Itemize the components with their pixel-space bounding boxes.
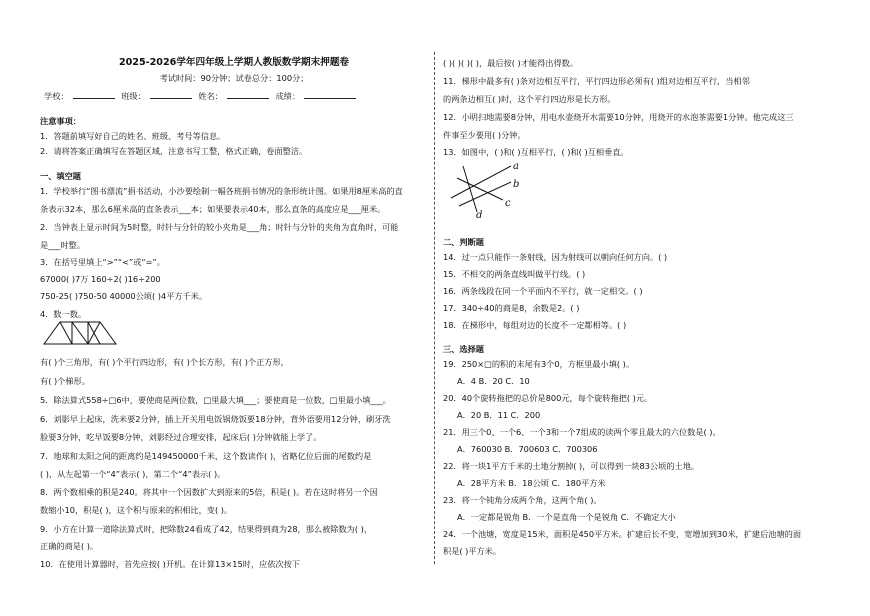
question-line: 67000( )7万 160÷2( )16÷200 xyxy=(40,274,161,284)
name-label: 姓名： xyxy=(198,91,223,101)
question-line: 8．两个数相乘的积是240。将其中一个因数扩大到原来的5倍，积是( )。若在这时将另一个因 xyxy=(40,487,378,497)
question-line: 13．如图中，( )和( )互相平行，( )和( )互相垂直。 xyxy=(443,147,629,157)
line-label-c: c xyxy=(505,198,511,209)
question-line: 18．在梯形中，每组对边的长度不一定都相等。( ) xyxy=(443,320,627,330)
question-line: 积是( )平方米。 xyxy=(443,546,502,556)
exam-title: 2025-2026学年四年级上学期人教版数学期末押题卷 xyxy=(118,57,350,68)
question-line: 有( )个梯形。 xyxy=(40,376,90,386)
question-line: 14．过一点只能作一条射线，因为射线可以朝向任何方向。( ) xyxy=(443,252,668,262)
question-line: 20．40个旋转拖把的总价是800元，每个旋转拖把( )元。 xyxy=(443,393,653,403)
question-line: 的两条边相互( )时，这个平行四边形是长方形。 xyxy=(443,94,616,104)
question-line: 5．除法算式558÷□6中，要使商是两位数，□里最大填___；要使商是一位数，□里最小填___。 xyxy=(40,395,391,405)
question-line: 脸要3分钟，吃早饭要8分钟，刘影经过合理安排，起床后( )分钟就能上学了。 xyxy=(40,432,322,442)
question-line: 12．小明扫地需要8分钟，用电水壶烧开水需要10分钟，用烧开的水泡茶需要1分钟。他完成这三 xyxy=(443,112,794,122)
question-line: 条表示32本，那么6厘米高的直条表示___本；如果要表示40本，那么直条的高度应是___厘米。 xyxy=(40,204,386,214)
line-label-b: b xyxy=(513,179,520,190)
question-line: 数缩小10，积是( )，这个积与原来的积相比，变( )。 xyxy=(40,505,233,515)
question-line: 正确的商是( )。 xyxy=(40,541,99,551)
question-line: 是___时整。 xyxy=(40,240,86,250)
question-line: ( )，从左起第一个“4”表示( )，第二个“4”表示( )。 xyxy=(40,469,226,479)
exam-info: 考试时间：90分钟；试卷总分：100分； xyxy=(159,73,309,83)
choice-options: A．一定都是锐角 B．一个是直角一个是锐角 C．不确定大小 xyxy=(457,512,676,522)
question-line: 2．当钟表上显示时间为5时整，时针与分针的较小夹角是___角；时针与分针的夹角为直角时，可能 xyxy=(40,222,399,232)
name-field[interactable] xyxy=(227,90,269,99)
question-line: 7．地球和太阳之间的距离约是149450000千米，这个数读作( )，省略亿位后面的尾数约是 xyxy=(40,451,372,461)
question-line: 10．在使用计算器时，首先应按( )开机。在计算13×15时，应依次按下 xyxy=(40,559,300,569)
question-line: 有( )个三角形，有( )个平行四边形，有( )个长方形，有( )个正方形， xyxy=(40,357,289,367)
section-choice-title: 三、选择题 xyxy=(443,344,484,354)
score-label: 成绩： xyxy=(275,91,301,101)
section-fill-title: 一、填空题 xyxy=(40,171,81,181)
question-line: 24．一个池塘，宽度是15米，面积是450平方米。扩建后长不变，宽增加到30米，扩建后池塘的面 xyxy=(443,529,802,539)
question-line: 1．学校举行“图书漂流”捐书活动，小沙要绘制一幅各班捐书情况的条形统计图。如果用8厘米高的直 xyxy=(40,186,403,196)
question-line: 15．不相交的两条直线叫做平行线。( ) xyxy=(443,269,586,279)
question-line: 17．340÷40的商是8，余数是2。( ) xyxy=(443,303,580,313)
question-line: 21．用三个0、一个6、一个3和一个7组成的读两个零且最大的六位数是( )。 xyxy=(443,427,721,437)
column-divider xyxy=(434,52,435,564)
question-line: 23．将一个钝角分成两个角，这两个角( )。 xyxy=(443,495,602,505)
choice-options: A．760030 B．700603 C．700306 xyxy=(457,444,598,454)
line-label-a: a xyxy=(513,161,519,172)
question-line: 11．梯形中最多有( )条对边相互平行，平行四边形必须有( )组对边相互平行，当相邻 xyxy=(443,76,750,86)
student-info-row xyxy=(44,90,360,101)
question-line: 750-25( )750-50 40000公顷( )4平方千米。 xyxy=(40,291,208,301)
question-line: 3．在括号里填上“>”“<”或“=”。 xyxy=(40,257,165,267)
lines-figure xyxy=(449,158,529,220)
choice-options: A．28平方米 B．18公顷 C．180平方米 xyxy=(457,478,606,488)
line-label-d: d xyxy=(476,210,483,220)
school-field[interactable] xyxy=(73,90,115,99)
question-line: 16．两条线段在同一个平面内不平行，就一定相交。( ) xyxy=(443,286,643,296)
class-label: 班级： xyxy=(121,91,146,101)
question-line: 件事至少要用( )分钟。 xyxy=(443,130,526,140)
note-item: 2．请将答案正确填写在答题区域，注意书写工整，格式正确，卷面整洁。 xyxy=(40,146,308,156)
class-field[interactable] xyxy=(150,90,192,99)
question-line: 19．250×□的积的末尾有3个0，方框里最小填( )。 xyxy=(443,359,635,369)
note-item: 1．答题前填写好自己的姓名、班级、考号等信息。 xyxy=(40,131,226,141)
section-judge-title: 二、判断题 xyxy=(443,237,484,247)
choice-options: A．20 B．11 C．200 xyxy=(457,410,541,420)
school-label: 学校： xyxy=(44,91,69,101)
notes-title: 注意事项： xyxy=(40,116,81,126)
question-line: 22．将一块1平方千米的土地分割掉( )，可以得到一块83公顷的土地。 xyxy=(443,461,700,471)
score-field[interactable] xyxy=(304,90,356,99)
trapezoid-figure xyxy=(42,320,118,346)
question-line: 4．数一数。 xyxy=(40,309,87,319)
question-line: ( )( )( )( )，最后按( )才能得出得数。 xyxy=(443,58,579,68)
question-line: 6．刘影早上起床，洗米要2分钟，插上开关用电饭锅烧饭要18分钟，背外语要用12分钟，刷牙洗 xyxy=(40,414,391,424)
choice-options: A．4 B．20 C．10 xyxy=(457,376,530,386)
question-line: 9．小方在计算一道除法算式时，把除数24看成了42，结果得到商为28，那么被除数为( )， xyxy=(40,524,373,534)
